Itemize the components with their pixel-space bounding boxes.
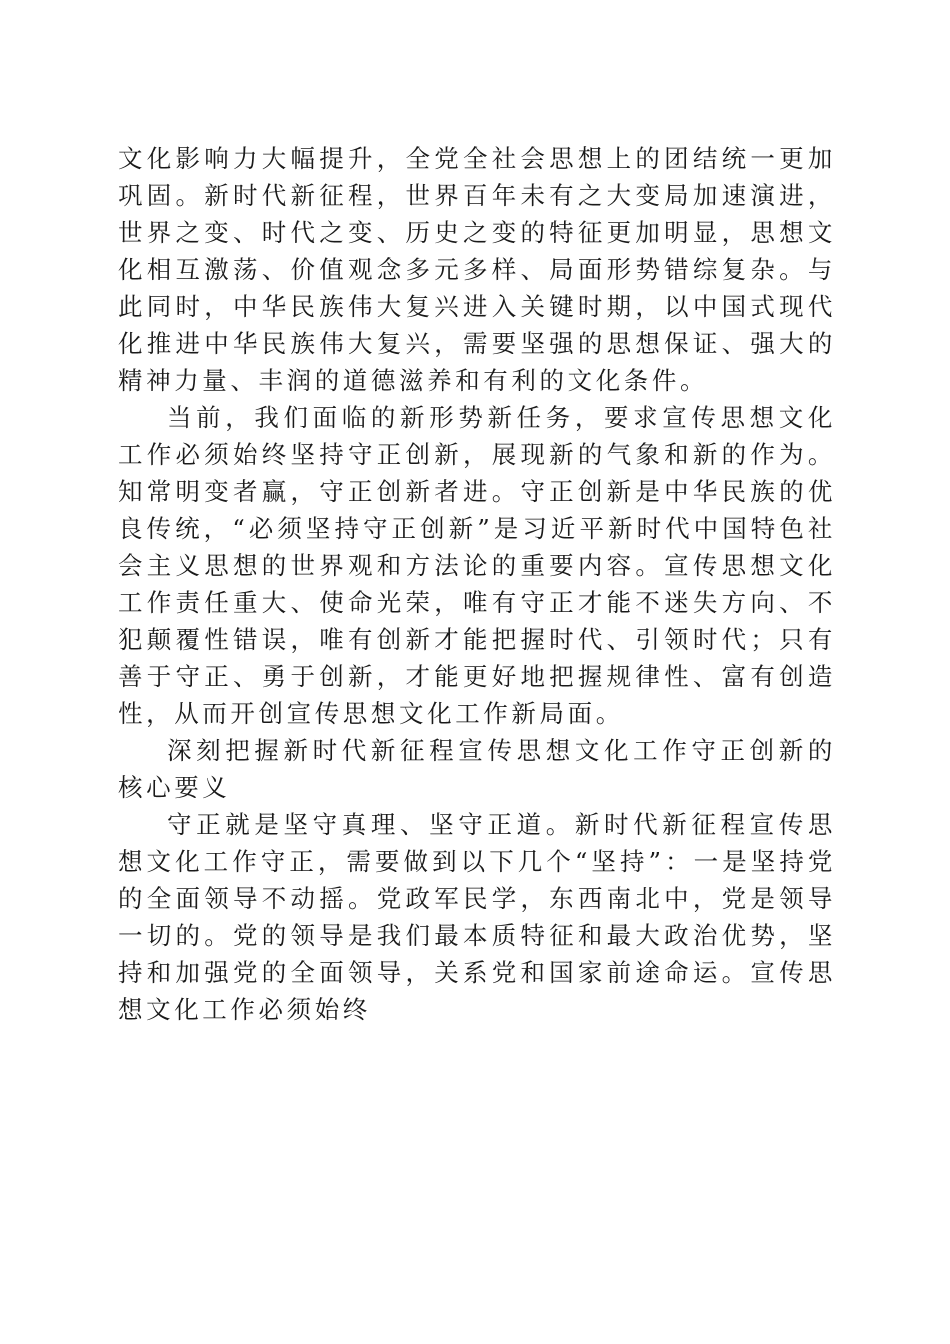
document-body <box>118 140 836 1028</box>
paragraph-1: 文化影响力大幅提升，全党全社会思想上的团结统一更加巩固。新时代新征程，世界百年未有之大变局加速演进，世界之变、时代之变、历史之变的特征更加明显，思想文化相互激荡、价值观念多元多样、局面形势错综复杂。与此同时，中华民族伟大复兴进入关键时期，以中国式现代化推进中华民族伟大复兴，需要坚强的思想保证、强大的精神力量、丰润的道德滋养和有利的文化条件。 <box>118 144 836 395</box>
paragraph-3: 守正就是坚守真理、坚守正道。新时代新征程宣传思想文化工作守正，需要做到以下几个“坚持”：一是坚持党的全面领导不动摇。党政军民学，东西南北中，党是领导一切的。党的领导是我们最本质特征和最大政治优势，坚持和加强党的全面领导，关系党和国家前途命运。宣传思想文化工作必须始终 <box>118 810 836 1024</box>
paragraph-2: 当前，我们面临的新形势新任务，要求宣传思想文化工作必须始终坚持守正创新，展现新的气象和新的作为。知常明变者赢，守正创新者进。守正创新是中华民族的优良传统，“必须坚持守正创新”是习近平新时代中国特色社会主义思想的世界观和方法论的重要内容。宣传思想文化工作责任重大、使命光荣，唯有守正才能不迷失方向、不犯颠覆性错误，唯有创新才能把握时代、引领时代；只有善于守正、勇于创新，才能更好地把握规律性、富有创造性，从而开创宣传思想文化工作新局面。 <box>118 403 836 728</box>
section-heading: 深刻把握新时代新征程宣传思想文化工作守正创新的核心要义 <box>118 736 836 802</box>
